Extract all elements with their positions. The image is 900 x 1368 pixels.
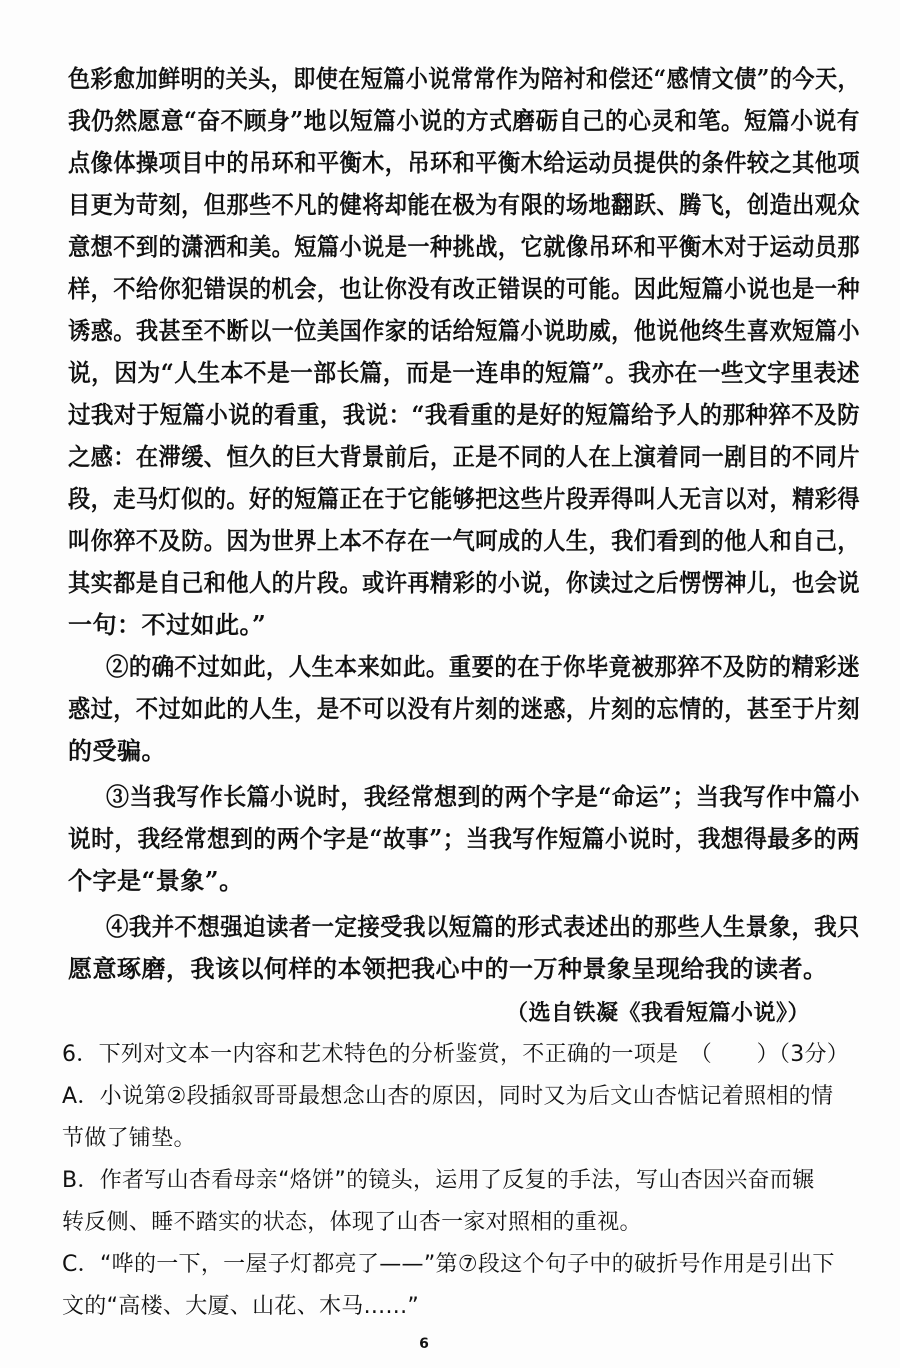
passage-line: 我仍然愿意“奋不顾身”地以短篇小说的方式磨砺自己的心灵和笔。短篇小说有 xyxy=(68,106,860,135)
passage-line: 点像体操项目中的吊环和平衡木，吊环和平衡木给运动员提供的条件较之其他项 xyxy=(68,148,860,177)
passage-line: 诱惑。我甚至不断以一位美国作家的话给短篇小说助威，他说他终生喜欢短篇小 xyxy=(68,316,860,345)
passage-line: 一句：不过如此。” xyxy=(68,610,267,639)
passage-line: 过我对于短篇小说的看重，我说：“我看重的是好的短篇给予人的那种猝不及防 xyxy=(68,400,860,429)
option-b-line: 转反侧、睡不踏实的状态，体现了山杏一家对照相的重视。 xyxy=(62,1210,642,1235)
passage-line: 色彩愈加鲜明的关头，即使在短篇小说常常作为陪衬和偿还“感情文债”的今天， xyxy=(68,64,860,93)
passage-line: 叫你猝不及防。因为世界上本不存在一气呵成的人生，我们看到的他人和自己， xyxy=(68,526,860,555)
option-c-line: C．“哗的一下，一屋子灯都亮了——”第⑦段这个句子中的破折号作用是引出下 xyxy=(62,1252,835,1277)
question-stem: 6．下列对文本一内容和艺术特色的分析鉴赏，不正确的一项是 （ ）（3分） xyxy=(62,1042,850,1067)
passage-line: ③当我写作长篇小说时，我经常想到的两个字是“命运”；当我写作中篇小 xyxy=(106,782,860,811)
passage-line: ②的确不过如此，人生本来如此。重要的在于你毕竟被那猝不及防的精彩迷 xyxy=(106,652,861,681)
passage-line: 目更为苛刻，但那些不凡的健将却能在极为有限的场地翻跃、腾飞，创造出观众 xyxy=(68,190,860,219)
passage-line: 其实都是自己和他人的片段。或许再精彩的小说，你读过之后愣愣神儿，也会说 xyxy=(68,568,860,597)
page-number: 6 xyxy=(419,1336,429,1352)
passage-line: 愿意琢磨，我该以何样的本领把我心中的一万种景象呈现给我的读者。 xyxy=(68,954,828,983)
passage-line: 之感：在滞缓、恒久的巨大背景前后，正是不同的人在上演着同一剧目的不同片 xyxy=(68,442,860,471)
passage-line: 样，不给你犯错误的机会，也让你没有改正错误的可能。因此短篇小说也是一种 xyxy=(68,274,860,303)
option-a-line: 节做了铺垫。 xyxy=(62,1126,196,1151)
passage-line: 惑过，不过如此的人生，是不可以没有片刻的迷惑，片刻的忘情的，甚至于片刻 xyxy=(68,694,860,723)
passage-line: 的受骗。 xyxy=(68,736,166,765)
option-b-line: B．作者写山杏看母亲“烙饼”的镜头，运用了反复的手法，写山杏因兴奋而辗 xyxy=(62,1168,815,1193)
option-a-line: A．小说第②段插叙哥哥最想念山杏的原因，同时又为后文山杏惦记着照相的情 xyxy=(62,1084,834,1109)
passage-line: 说，因为“人生本不是一部长篇，而是一连串的短篇”。我亦在一些文字里表述 xyxy=(68,358,860,387)
passage-line: ④我并不想强迫读者一定接受我以短篇的形式表述出的那些人生景象，我只 xyxy=(106,912,861,941)
passage-line: 说时，我经常想到的两个字是“故事”；当我写作短篇小说时，我想得最多的两 xyxy=(68,824,860,853)
passage-line: 个字是“景象”。 xyxy=(68,866,244,895)
passage-line: 意想不到的潇洒和美。短篇小说是一种挑战，它就像吊环和平衡木对于运动员那 xyxy=(68,232,860,261)
passage-line: 段，走马灯似的。好的短篇正在于它能够把这些片段弄得叫人无言以对，精彩得 xyxy=(68,484,860,513)
passage-source: （选自铁凝《我看短篇小说》） xyxy=(505,1000,810,1026)
option-c-line: 文的“高楼、大厦、山花、木马......” xyxy=(62,1294,420,1319)
